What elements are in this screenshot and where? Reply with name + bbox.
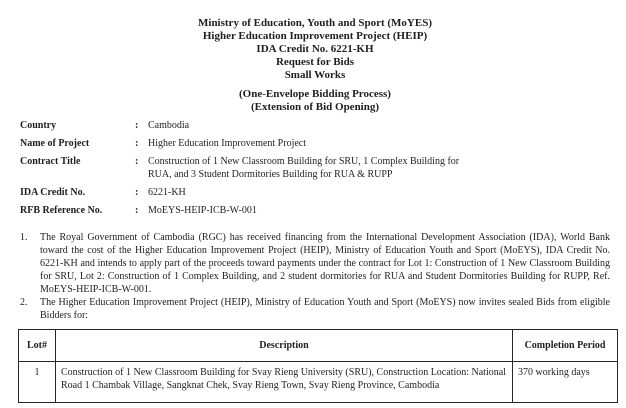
document-header [20,17,610,82]
column-header-lot: Lot# [19,330,56,362]
header-credit-line: IDA Credit No. 6221-KH [256,43,374,55]
header-project-line: Higher Education Improvement Project (HEIP) [202,30,428,42]
paragraph-text: The Higher Education Improvement Project (HEIP), Ministry of Education Youth and Sport (MoEYS) now invites sealed Bids from eligible Bidders for: [40,297,610,321]
header-request-line: Request for Bids [275,56,355,68]
field-row-project-name [20,137,610,150]
field-value: MoEYS-HEIP-ICB-W-001 [148,205,257,216]
lots-table-header-row [19,330,618,362]
field-colon: : [135,187,139,198]
paragraph-2 [20,296,610,322]
lot-number-cell: 1 [19,362,56,403]
field-list [20,119,610,217]
field-row-rfb-reference [20,204,610,217]
field-label: Name of Project [20,138,90,149]
table-row [19,362,618,403]
paragraph-number: 2. [20,297,28,308]
document-subheader [20,88,610,114]
field-row-ida-credit [20,186,610,199]
field-value: Cambodia [148,120,190,131]
field-label: RFB Reference No. [20,205,103,216]
paragraph-1 [20,231,610,296]
field-label: Country [20,120,57,131]
lot-description-cell: Construction of 1 New Classroom Building for Svay Rieng University (SRU), Construction Location: National Road 1 Chambak Village, Sangknat Chek, Svay Rieng Town, Svay Rieng Province, Cambodia [56,362,513,403]
lot-completion-period-cell: 370 working days [513,362,618,403]
field-row-country [20,119,610,132]
lots-table [18,329,618,403]
header-ministry-line: Ministry of Education, Youth and Sport (MoYES) [198,17,432,29]
field-label: IDA Credit No. [20,187,86,198]
field-value: 6221-KH [148,187,186,198]
field-colon: : [135,120,139,131]
bid-opening-extension-line: (Extension of Bid Opening) [250,101,380,113]
field-row-contract-title [20,155,610,181]
paragraph-number: 1. [20,232,28,243]
field-value: Higher Education Improvement Project [148,138,307,149]
field-colon: : [135,205,139,216]
field-label: Contract Title [20,156,81,167]
field-colon: : [135,156,139,167]
numbered-paragraphs [20,231,610,322]
field-colon: : [135,138,139,149]
header-works-line: Small Works [284,69,346,81]
paragraph-text: The Royal Government of Cambodia (RGC) has received financing from the International Development Association (IDA), World Bank toward the cost of the Higher Education Improvement Project (HEIP), Ministry of Education Youth and Sport (MoEYS), IDA Credit No. 6221-KH and intends to apply part of the proceeds toward payments under the contract for Lot 1: Construction of 1 New Classroom Building for SRU, Lot 2: Construction of 1 Complex Building, and 2 student dormitories for RUA and Student Dormitories Building for RUPP, Ref. MoEYS-HEIP-ICB-W-001. [40,232,610,295]
column-header-description: Description [56,330,513,362]
column-header-completion-period: Completion Period [513,330,618,362]
field-value: Construction of 1 New Classroom Building for SRU, 1 Complex Building for RUA, and 3 Student Dormitories Building for RUA & RUPP [148,156,460,180]
bidding-process-line: (One-Envelope Bidding Process) [239,88,391,100]
